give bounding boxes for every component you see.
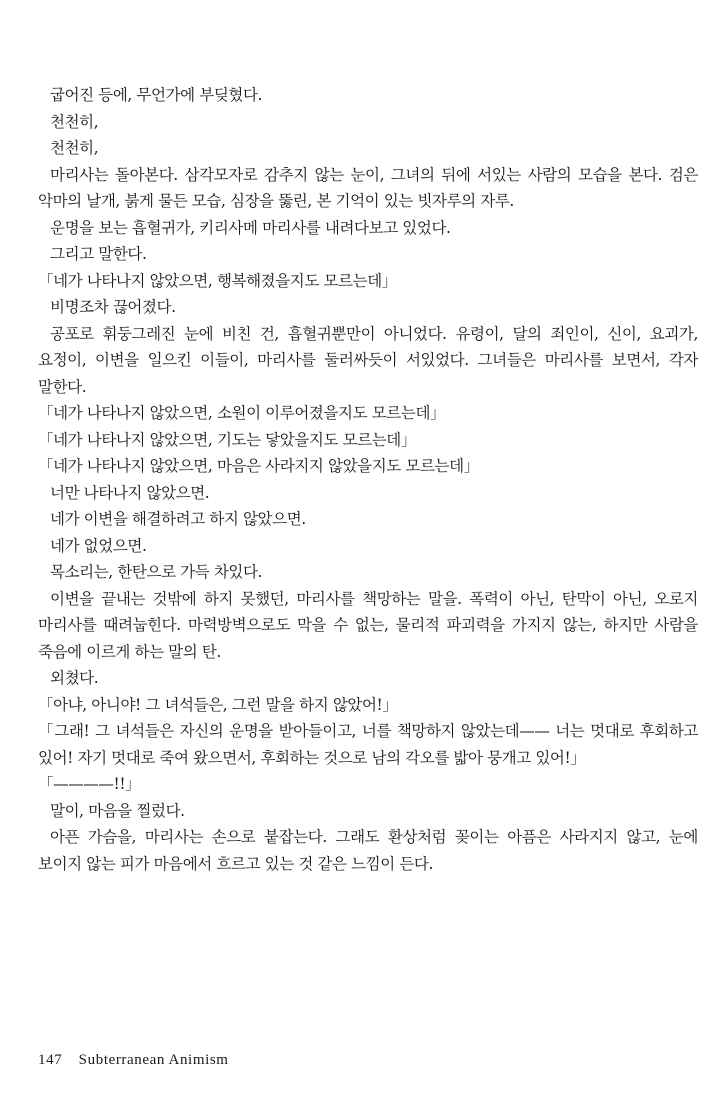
narration-paragraph: 비명조차 끊어졌다. bbox=[50, 298, 176, 316]
narration-paragraph: 그리고 말한다. bbox=[50, 245, 147, 263]
narration-paragraph: 천천히, bbox=[50, 139, 99, 157]
page-number: 147 bbox=[38, 1052, 63, 1068]
dialogue-paragraph: 「————!!」 bbox=[38, 775, 141, 793]
narration-paragraph: 너만 나타나지 않았으면. bbox=[50, 483, 210, 502]
narration-paragraph: 말이, 마음을 찔렀다. bbox=[50, 801, 185, 820]
dialogue-paragraph: 「네가 나타나지 않았으면, 행복해졌을지도 모르는데」 bbox=[38, 271, 397, 290]
narration-paragraph: 마리사는 돌아본다. 삼각모자로 감추지 않는 눈이, 그녀의 뒤에 서있는 사람의 모습을 본다. 검은 악마의 날개, 붉게 물든 모습, 심장을 뚫린, 본 기억이 있는 빗자루의 자루. bbox=[38, 165, 698, 210]
narration-paragraph: 외쳤다. bbox=[50, 669, 99, 687]
dialogue-paragraph: 「네가 나타나지 않았으면, 기도는 닿았을지도 모르는데」 bbox=[38, 430, 416, 449]
dialogue-paragraph: 「네가 나타나지 않았으면, 마음은 사라지지 않았을지도 모르는데」 bbox=[38, 457, 479, 475]
dialogue-paragraph: 「아냐, 아니야! 그 녀석들은, 그런 말을 하지 않았어!」 bbox=[38, 695, 398, 714]
page-footer bbox=[38, 1052, 229, 1069]
narration-paragraph: 네가 이변을 해결하려고 하지 않았으면. bbox=[50, 510, 306, 528]
narration-paragraph: 네가 없었으면. bbox=[50, 536, 147, 555]
narration-paragraph: 아픈 가슴을, 마리사는 손으로 붙잡는다. 그래도 환상처럼 꽂이는 아픔은 사라지지 않고, 눈에 보이지 않는 피가 마음에서 흐르고 있는 것 같은 느낌이 든다. bbox=[38, 828, 698, 873]
narration-paragraph: 운명을 보는 흡혈귀가, 키리사메 마리사를 내려다보고 있었다. bbox=[50, 218, 451, 237]
dialogue-paragraph: 「네가 나타나지 않았으면, 소원이 이루어졌을지도 모르는데」 bbox=[38, 404, 446, 422]
narration-paragraph: 굽어진 등에, 무언가에 부딪혔다. bbox=[50, 86, 263, 104]
narration-paragraph: 목소리는, 한탄으로 가득 차있다. bbox=[50, 563, 263, 581]
running-title: Subterranean Animism bbox=[78, 1052, 229, 1068]
dialogue-paragraph: 「그래! 그 녀석들은 자신의 운명을 받아들이고, 너를 책망하지 않았는데—— 너는 멋대로 후회하고 있어! 자기 멋대로 죽여 왔으면서, 후회하는 것으로 남의 각오를 밟아 뭉개고 있어!」 bbox=[38, 722, 698, 767]
narration-paragraph: 이변을 끝내는 것밖에 하지 못했던, 마리사를 책망하는 말을. 폭력이 아닌, 탄막이 아닌, 오로지 마리사를 때려눕힌다. 마력방벽으로도 막을 수 없는, 물리적 파괴력을 가지지 않는, 하지만 사람을 죽음에 이르게 하는 말의 탄. bbox=[38, 589, 698, 661]
narration-paragraph: 공포로 휘둥그레진 눈에 비친 건, 흡혈귀뿐만이 아니었다. 유령이, 달의 죄인이, 신이, 요괴가, 요정이, 이변을 일으킨 이들이, 마리사를 둘러싸듯이 서있었다. 그녀들은 마리사를 보면서, 각자 말한다. bbox=[38, 324, 698, 396]
narration-paragraph: 천천히, bbox=[50, 112, 99, 131]
body-text bbox=[38, 82, 698, 877]
